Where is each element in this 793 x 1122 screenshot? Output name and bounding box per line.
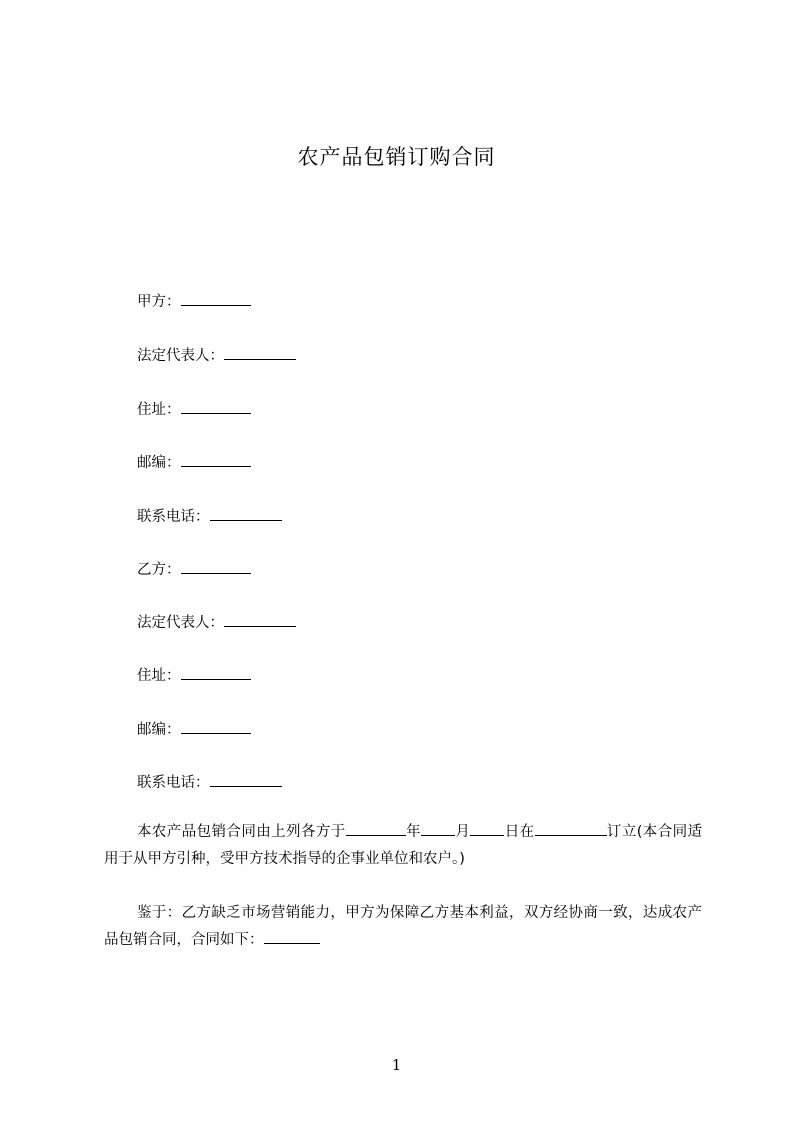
party-a-rep-label: 法定代表人： [137, 348, 224, 364]
party-a-name-label: 甲方： [137, 294, 181, 310]
month-blank[interactable] [421, 820, 455, 836]
party-b-address-label: 住址： [137, 668, 181, 684]
party-b-postcode-label: 邮编： [137, 722, 181, 738]
party-b-address-field [137, 664, 251, 686]
party-b-name-label: 乙方： [137, 562, 181, 578]
year-label: 年 [405, 824, 421, 840]
party-a-name-blank[interactable] [181, 290, 251, 306]
recital-text: 鉴于：乙方缺乏市场营销能力，甲方为保障乙方基本利益，双方经协商一致，达成农产品包销合同，合同如下： [104, 905, 702, 948]
party-a-name-field [137, 290, 251, 312]
party-a-address-label: 住址： [137, 402, 181, 418]
agreement-paragraph [104, 819, 702, 873]
recital-paragraph [104, 900, 702, 954]
party-a-address-field [137, 398, 251, 420]
agreement-text-start: 本农产品包销合同由上列各方于 [137, 824, 346, 840]
recital-blank[interactable] [264, 928, 320, 944]
party-b-phone-blank[interactable] [210, 771, 282, 787]
party-a-phone-label: 联系电话： [137, 509, 210, 525]
party-a-postcode-blank[interactable] [181, 451, 251, 467]
party-b-postcode-field [137, 718, 251, 740]
page-number: 1 [391, 1056, 402, 1074]
place-blank[interactable] [535, 820, 607, 836]
party-b-name-blank[interactable] [181, 558, 251, 574]
party-b-phone-label: 联系电话： [137, 775, 210, 791]
agreement-text-end: 订立(本合同适用于从甲方引种，受甲方技术指导的企事业单位和农户。) [104, 824, 703, 867]
day-blank[interactable] [470, 820, 504, 836]
party-a-postcode-label: 邮编： [137, 455, 181, 471]
party-a-phone-field [137, 505, 282, 527]
party-b-address-blank[interactable] [181, 664, 251, 680]
party-a-rep-blank[interactable] [224, 344, 296, 360]
party-b-name-field [137, 558, 251, 580]
party-a-phone-blank[interactable] [210, 505, 282, 521]
year-blank[interactable] [346, 820, 406, 836]
month-label: 月 [454, 824, 471, 840]
day-label: 日在 [504, 824, 535, 840]
party-a-address-blank[interactable] [181, 398, 251, 414]
party-a-rep-field [137, 344, 296, 366]
party-b-rep-field [137, 611, 296, 633]
party-b-postcode-blank[interactable] [181, 718, 251, 734]
party-b-rep-blank[interactable] [224, 611, 296, 627]
party-a-postcode-field [137, 451, 251, 473]
party-b-phone-field [137, 771, 282, 793]
party-b-rep-label: 法定代表人： [137, 615, 224, 631]
document-title: 农产品包销订购合同 [297, 145, 496, 169]
